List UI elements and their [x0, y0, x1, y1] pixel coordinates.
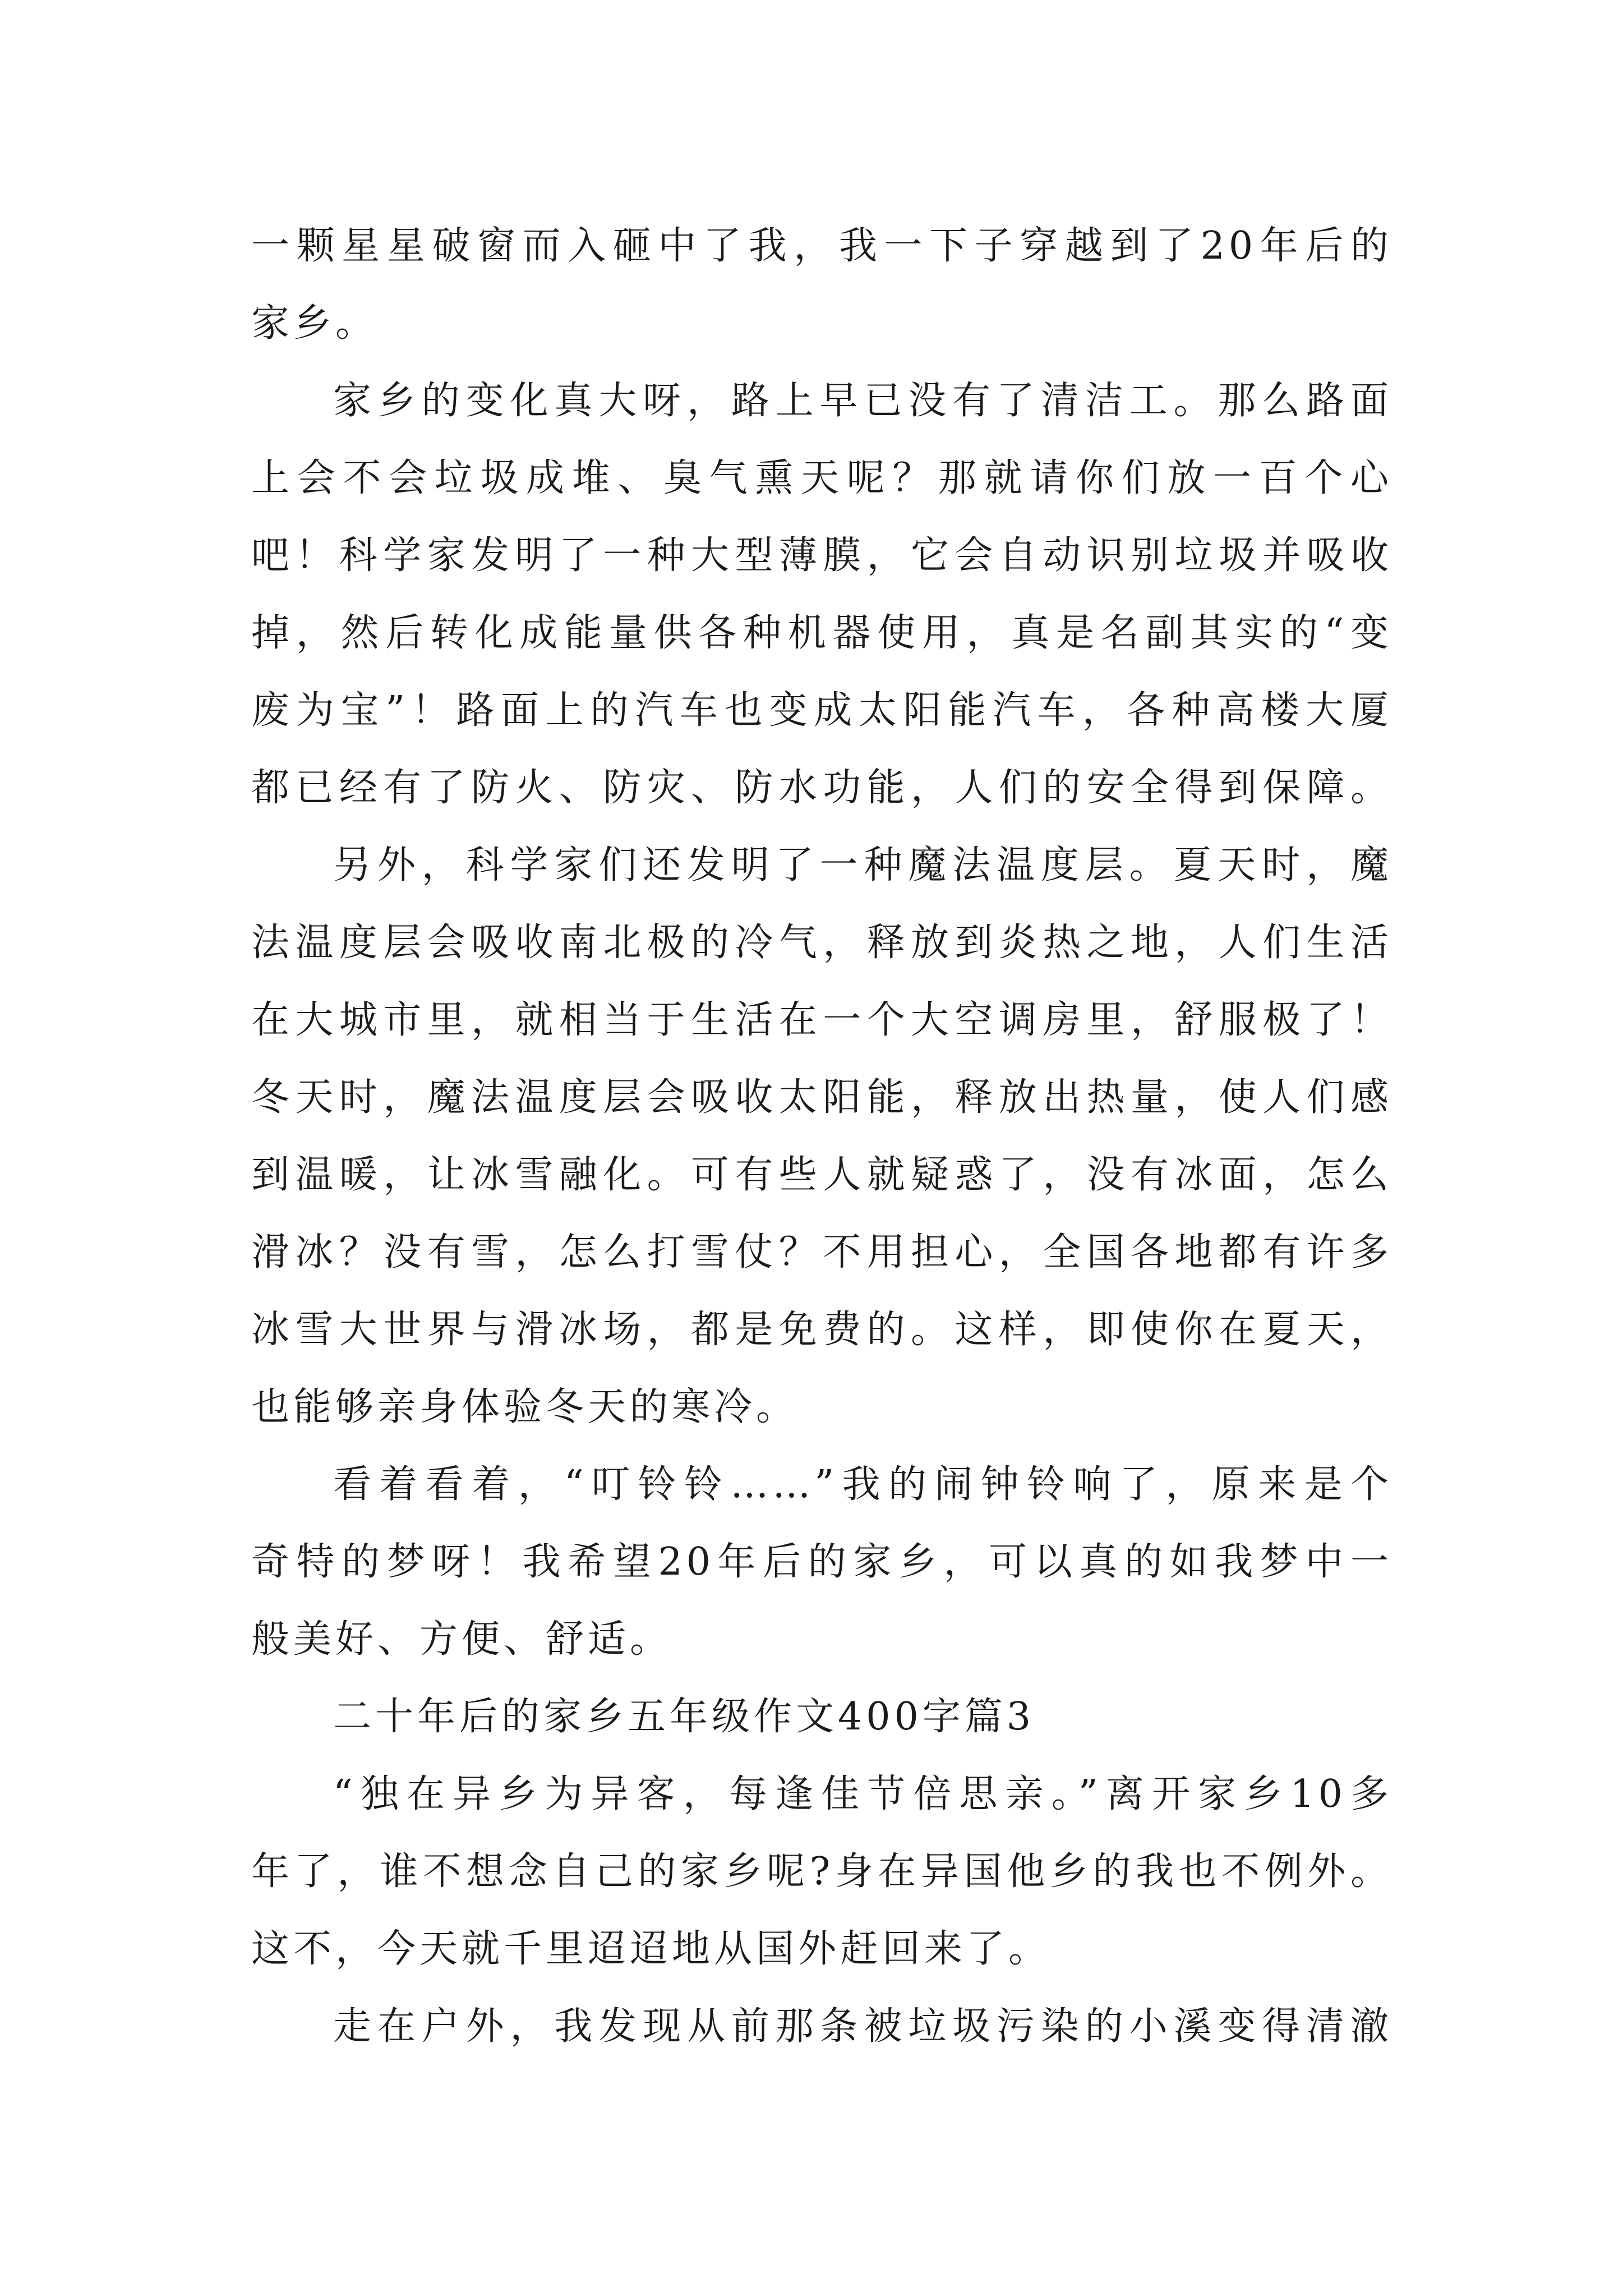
paragraph-line: 家乡。 [251, 301, 378, 346]
document-body [251, 208, 1393, 2065]
paragraph-line: 在大城市里，就相当于生活在一个大空调房里，舒服极了！ [251, 998, 1393, 1042]
paragraph-line: 滑冰？没有雪，怎么打雪仗？不用担心，全国各地都有许多 [251, 1230, 1393, 1274]
paragraph-line: 吧！科学家发明了一种大型薄膜，它会自动识别垃圾并吸收 [251, 533, 1393, 578]
paragraph-line: 另外，科学家们还发明了一种魔法温度层。夏天时，魔 [333, 843, 1393, 887]
paragraph-line: 这不，今天就千里迢迢地从国外赶回来了。 [251, 1927, 1051, 1971]
paragraph-line: 般美好、方便、舒适。 [251, 1617, 672, 1662]
paragraph-line: 都已经有了防火、防灾、防水功能，人们的安全得到保障。 [251, 766, 1393, 810]
paragraph-line: 到温暖，让冰雪融化。可有些人就疑惑了，没有冰面，怎么 [251, 1153, 1393, 1197]
paragraph-line: 冰雪大世界与滑冰场，都是免费的。这样，即使你在夏天， [251, 1308, 1393, 1352]
paragraph-line: 奇特的梦呀！我希望20年后的家乡，可以真的如我梦中一 [251, 1540, 1393, 1584]
paragraph-line: 也能够亲身体验冬天的寒冷。 [251, 1385, 799, 1429]
paragraph-line: 走在户外，我发现从前那条被垃圾污染的小溪变得清澈 [333, 2004, 1393, 2049]
paragraph-line: 法温度层会吸收南北极的冷气，释放到炎热之地，人们生活 [251, 921, 1393, 965]
paragraph-line: 上会不会垃圾成堆、臭气熏天呢？那就请你们放一百个心 [251, 456, 1393, 500]
section-heading: 二十年后的家乡五年级作文400字篇3 [333, 1695, 1035, 1739]
paragraph-line: “独在异乡为异客，每逢佳节倍思亲。”离开家乡10多 [333, 1772, 1393, 1816]
paragraph-line: 看着看着，“叮铃铃……”我的闹钟铃响了，原来是个 [333, 1462, 1393, 1507]
paragraph-line: 家乡的变化真大呀，路上早已没有了清洁工。那么路面 [333, 379, 1393, 423]
paragraph-line: 一颗星星破窗而入砸中了我，我一下子穿越到了20年后的 [251, 224, 1393, 268]
paragraph-line: 年了，谁不想念自己的家乡呢?身在异国他乡的我也不例外。 [251, 1849, 1393, 1894]
paragraph-line: 废为宝”！路面上的汽车也变成太阳能汽车，各种高楼大厦 [251, 688, 1393, 733]
paragraph-line: 冬天时，魔法温度层会吸收太阳能，释放出热量，使人们感 [251, 1075, 1393, 1120]
paragraph-line: 掉，然后转化成能量供各种机器使用，真是名副其实的“变 [251, 611, 1393, 655]
